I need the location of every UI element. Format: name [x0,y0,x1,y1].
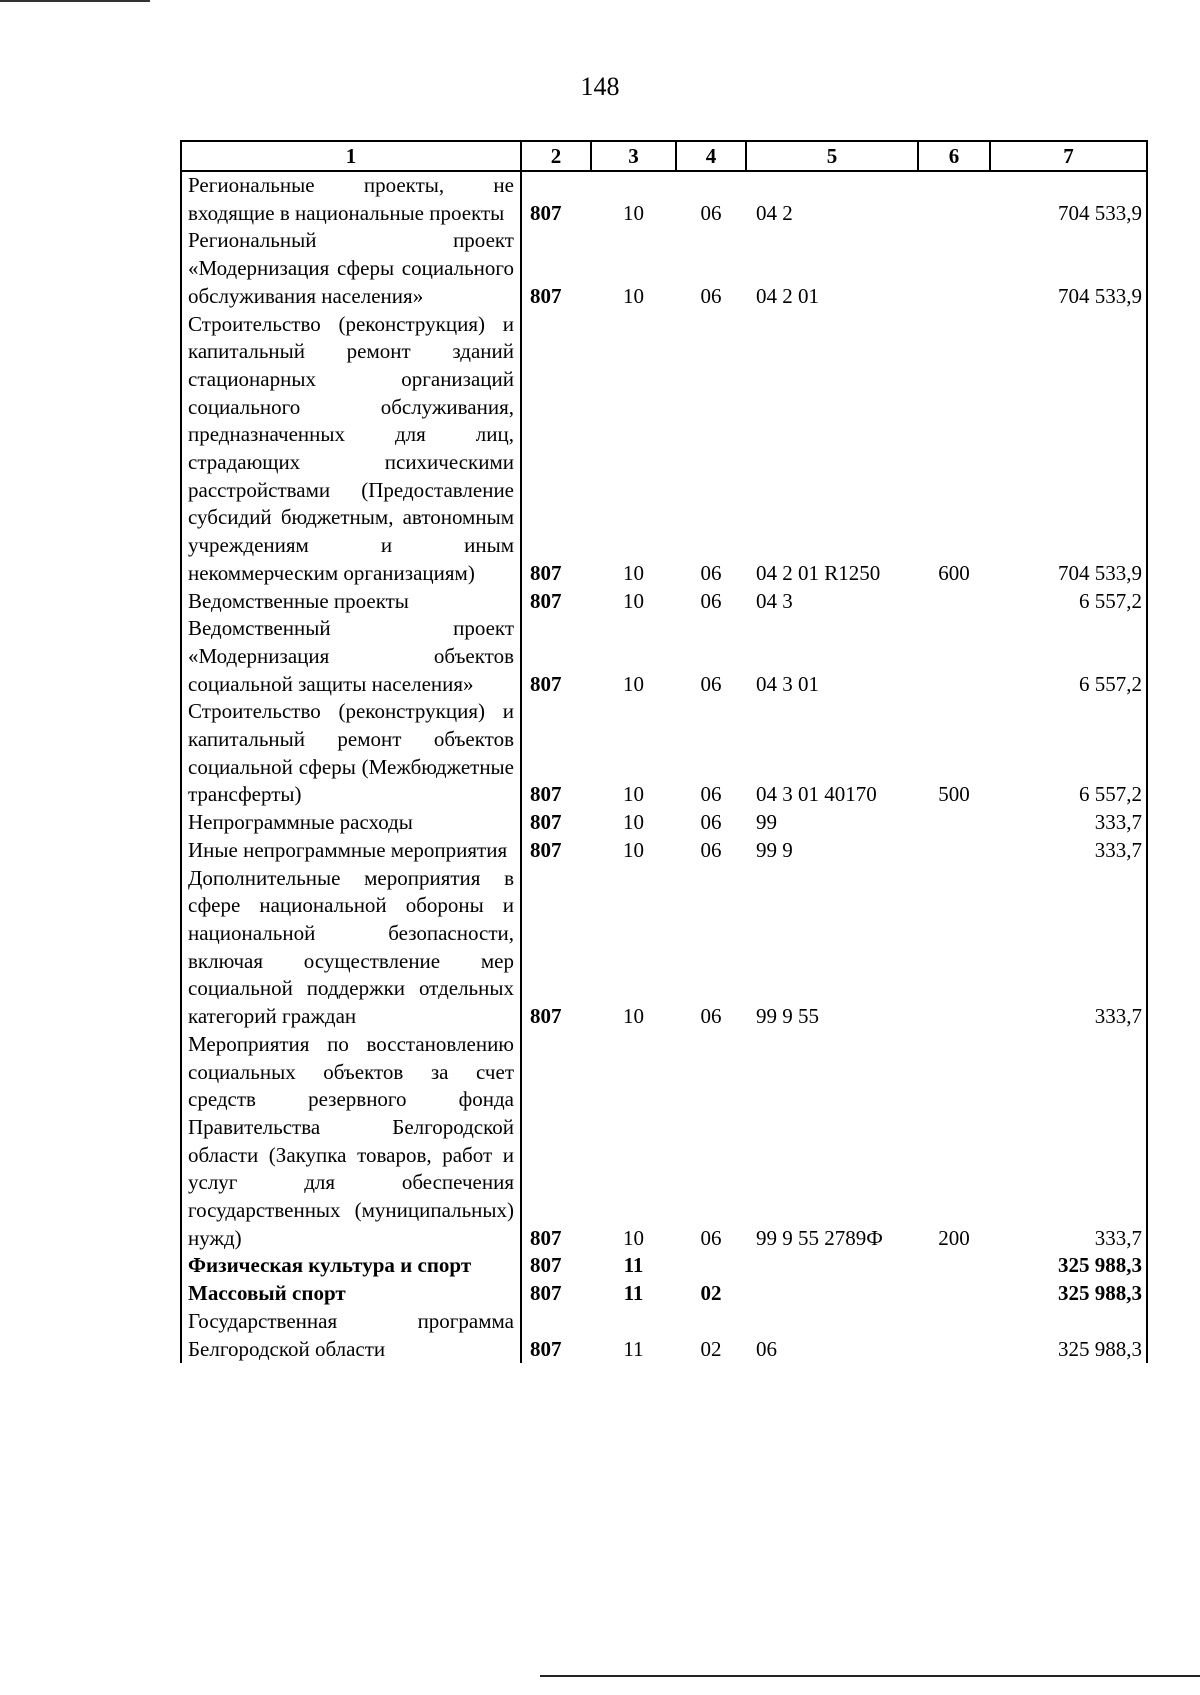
row-target-article: 99 9 55 2789Ф [756,1225,883,1250]
table-row [181,837,1147,865]
row-name: Строительство (реконструкция) и капитальный ремонт зданий стационарных организаций социального обслуживания, предназначенных для лиц, страдающих психическими расстройствами (Предоставление субсидий бюджетным, автономным учреждениям и иным некоммерческим организациям) [181,311,521,588]
row-target-article: 99 9 [756,837,793,862]
column-header-target-article: 5 [746,141,918,171]
row-section: 10 [623,837,644,862]
row-grbs: 807 [521,865,591,1031]
table-row [181,227,1147,310]
page-number: 148 [580,72,620,101]
row-name: Дополнительные мероприятия в сфере национальной обороны и национальной безопасности, включая осуществление мер социальной поддержки отдельных категорий граждан [181,865,521,1031]
row-amount: 6 557,2 [990,698,1147,809]
row-expense-type: 200 [938,1225,970,1250]
row-amount: 704 533,9 [990,227,1147,310]
row-name: Государственная программа Белгородской области [181,1308,521,1363]
column-header-name: 1 [181,141,521,171]
row-grbs: 807 [521,837,591,865]
row-target-article: 04 2 01 [756,283,819,308]
row-section: 10 [623,782,644,807]
row-name: Строительство (реконструкция) и капитальный ремонт объектов социальной сферы (Межбюджетные трансферты) [181,698,521,809]
table-row [181,615,1147,698]
row-amount: 325 988,3 [990,1308,1147,1363]
column-header-amount: 7 [990,141,1147,171]
row-amount: 333,7 [990,865,1147,1031]
row-name: Региональный проект «Модернизация сферы социального обслуживания населения» [181,227,521,310]
row-subsection: 02 [700,1336,722,1361]
table-row [181,1308,1147,1363]
row-amount: 333,7 [990,809,1147,837]
budget-table [180,140,1148,1363]
row-expense-type [918,615,990,698]
row-amount: 325 988,3 [990,1280,1147,1308]
row-expense-type: 600 [938,560,970,585]
row-expense-type [918,1280,990,1308]
row-amount: 704 533,9 [990,311,1147,588]
row-section: 10 [623,671,644,696]
row-grbs: 807 [521,1280,591,1308]
row-target-article: 99 [756,810,777,835]
table-row [181,698,1147,809]
row-section: 11 [623,1253,644,1278]
row-subsection: 02 [700,1281,722,1306]
row-target-article: 99 9 55 [756,1004,819,1029]
row-target-article: 04 3 01 [756,671,819,696]
row-target-article: 04 2 01 R1250 [756,560,881,585]
scan-edge-mark-bottom [540,1675,1200,1677]
row-section: 10 [623,283,644,308]
row-expense-type [918,865,990,1031]
row-expense-type [918,809,990,837]
scan-edge-mark [0,0,150,2]
row-grbs: 807 [521,809,591,837]
row-subsection: 06 [700,1225,722,1250]
row-amount: 333,7 [990,1031,1147,1253]
row-section: 10 [623,1004,644,1029]
row-amount: 333,7 [990,837,1147,865]
row-target-article [746,1280,918,1308]
row-subsection [676,1252,746,1280]
row-grbs: 807 [521,1031,591,1253]
table-row [181,1031,1147,1253]
table-row [181,311,1147,588]
table-row [181,809,1147,837]
table-row [181,171,1147,227]
row-section: 10 [623,200,644,225]
row-subsection: 06 [700,200,722,225]
row-expense-type [918,1252,990,1280]
column-header-section: 3 [591,141,676,171]
row-section: 10 [623,588,644,613]
row-grbs: 807 [521,615,591,698]
row-name: Иные непрограммные мероприятия [181,837,521,865]
column-header-subsection: 4 [676,141,746,171]
row-target-article: 04 2 [756,200,793,225]
row-amount: 6 557,2 [990,588,1147,616]
row-section: 11 [623,1336,644,1361]
row-target-article: 06 [756,1336,777,1361]
row-target-article: 04 3 [756,588,793,613]
row-expense-type: 500 [938,782,970,807]
table-header-row [181,141,1147,171]
row-amount: 6 557,2 [990,615,1147,698]
table-row [181,1280,1147,1308]
row-name: Мероприятия по восстановлению социальных объектов за счет средств резервного фонда Правительства Белгородской области (Закупка товаров, работ и услуг для обеспечения государственных (муниципальных) нужд) [181,1031,521,1253]
row-expense-type [918,227,990,310]
row-name: Непрограммные расходы [181,809,521,837]
row-subsection: 06 [700,782,722,807]
row-section: 11 [623,1281,644,1306]
row-grbs: 807 [521,1252,591,1280]
row-subsection: 06 [700,588,722,613]
row-target-article [746,1252,918,1280]
row-section: 10 [623,810,644,835]
row-section: 10 [623,1225,644,1250]
row-name: Физическая культура и спорт [181,1252,521,1280]
row-grbs: 807 [521,1308,591,1363]
row-subsection: 06 [700,671,722,696]
row-target-article: 04 3 01 40170 [756,782,877,807]
row-name: Ведомственный проект «Модернизация объектов социальной защиты населения» [181,615,521,698]
row-grbs: 807 [521,588,591,616]
column-header-grbs: 2 [521,141,591,171]
row-expense-type [918,837,990,865]
row-expense-type [918,171,990,227]
table-row [181,865,1147,1031]
row-subsection: 06 [700,283,722,308]
row-subsection: 06 [700,1004,722,1029]
row-amount: 325 988,3 [990,1252,1147,1280]
row-name: Ведомственные проекты [181,588,521,616]
row-grbs: 807 [521,171,591,227]
table-row [181,588,1147,616]
row-subsection: 06 [700,837,722,862]
row-amount: 704 533,9 [990,171,1147,227]
row-grbs: 807 [521,227,591,310]
row-expense-type [918,1308,990,1363]
row-section: 10 [623,560,644,585]
row-subsection: 06 [700,810,722,835]
table-body [181,171,1147,1363]
table-row [181,1252,1147,1280]
column-header-expense-type: 6 [918,141,990,171]
row-grbs: 807 [521,698,591,809]
row-grbs: 807 [521,311,591,588]
row-subsection: 06 [700,560,722,585]
row-name: Региональные проекты, не входящие в национальные проекты [181,171,521,227]
row-expense-type [918,588,990,616]
row-name: Массовый спорт [181,1280,521,1308]
